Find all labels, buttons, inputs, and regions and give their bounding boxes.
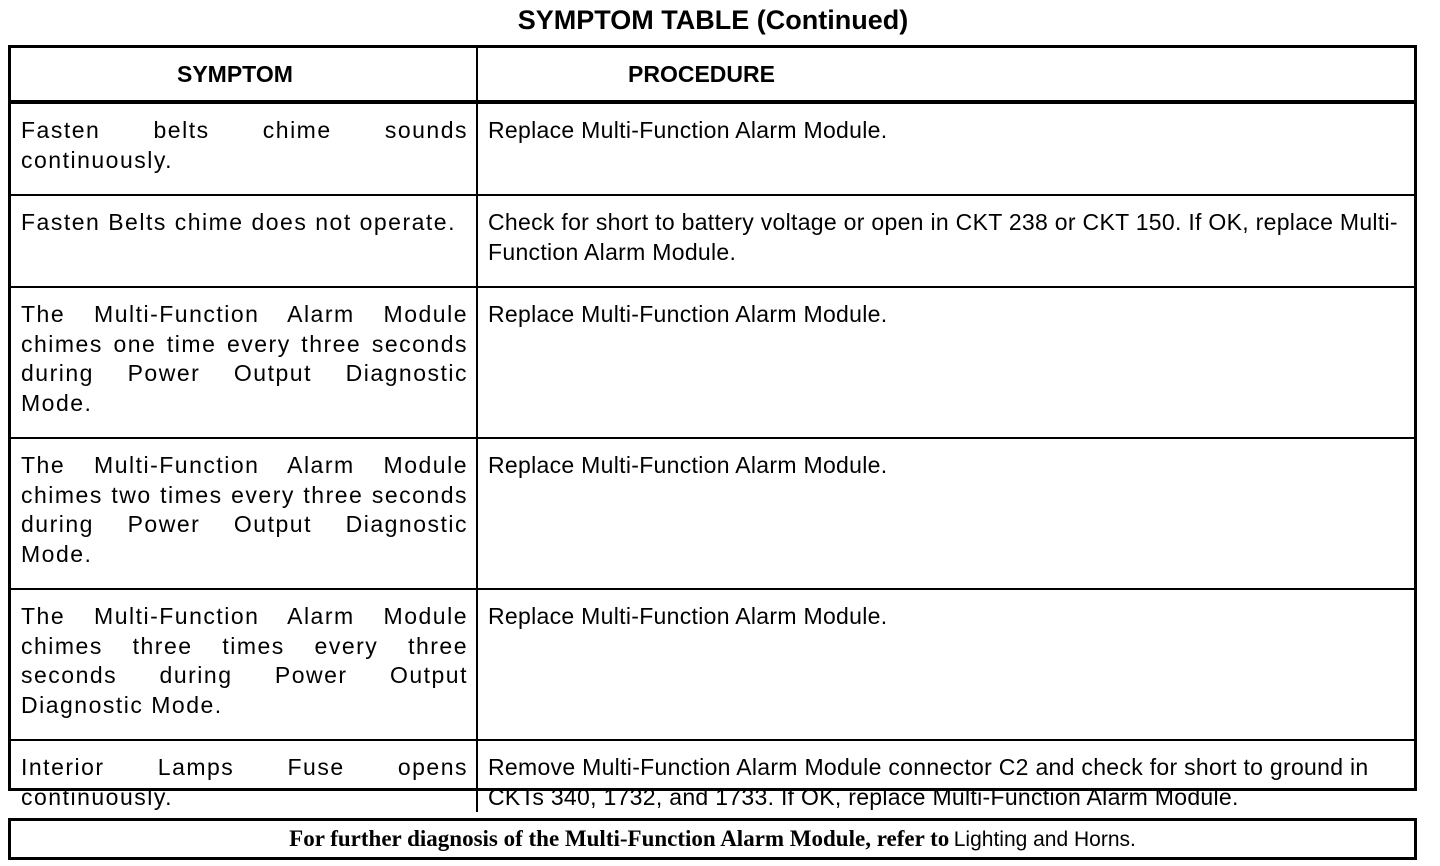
symptom-column-header: SYMPTOM [11,48,477,102]
symptom-table [8,45,1417,810]
procedure-cell: Replace Multi-Function Alarm Module. [477,287,1414,438]
footer-reference-link-text: Lighting and Horns. [953,828,1136,851]
table-row [11,287,1414,438]
procedure-cell: Replace Multi-Function Alarm Module. [477,102,1414,195]
symptom-cell: The Multi-Function Alarm Module chimes two times every three seconds during Power Output Diagnostic Mode. [11,438,477,589]
procedure-cell: Check for short to battery voltage or open in CKT 238 or CKT 150. If OK, replace Multi-Function Alarm Module. [477,195,1414,287]
page-title: SYMPTOM TABLE (Continued) [517,5,909,35]
procedure-column-header: PROCEDURE [477,48,1414,102]
procedure-cell: Remove Multi-Function Alarm Module connector C2 and check for short to ground in CKTs 340, 1732, and 1733. If OK, replace Multi-Function Alarm Module. [477,740,1414,812]
symptom-cell: Interior Lamps Fuse opens continuously. [11,740,477,812]
footer-note [8,818,1417,860]
symptom-cell: The Multi-Function Alarm Module chimes one time every three seconds during Power Output Diagnostic Mode. [11,287,477,438]
procedure-cell: Replace Multi-Function Alarm Module. [477,438,1414,589]
table-row [11,740,1414,812]
footer-note-text: For further diagnosis of the Multi-Function Alarm Module, refer to [289,826,950,851]
table-row [11,438,1414,589]
table-row [11,589,1414,740]
symptom-cell: Fasten belts chime sounds continuously. [11,102,477,195]
procedure-cell: Replace Multi-Function Alarm Module. [477,589,1414,740]
symptom-cell: The Multi-Function Alarm Module chimes three times every three seconds during Power Output Diagnostic Mode. [11,589,477,740]
table-header-row [11,48,1414,102]
symptom-cell: Fasten Belts chime does not operate. [11,195,477,287]
table-row [11,102,1414,195]
table-row [11,195,1414,287]
symptom-table-grid [11,48,1414,812]
